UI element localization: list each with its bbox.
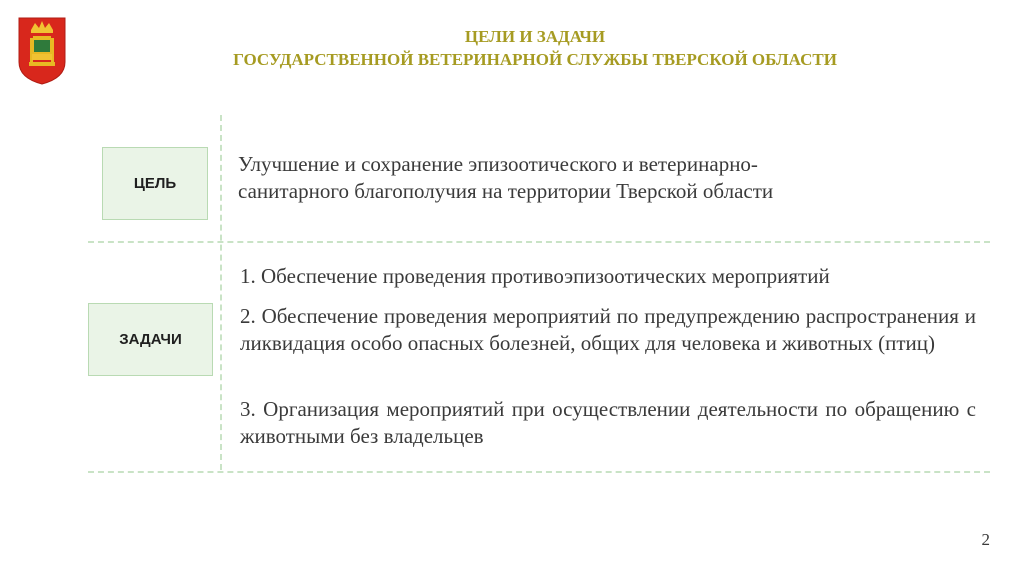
row-divider-bottom xyxy=(88,471,990,473)
tasks-label-box: ЗАДАЧИ xyxy=(88,303,213,376)
vertical-divider xyxy=(220,115,222,470)
tver-coat-of-arms-icon xyxy=(17,16,67,86)
goal-text-line1: Улучшение и сохранение эпизоотического и ветеринарно- xyxy=(238,152,758,176)
goal-text xyxy=(238,151,958,205)
goal-label-box: ЦЕЛЬ xyxy=(102,147,208,220)
task-item-3: 3. Организация мероприятий при осуществлении деятельности по обращению с животными без владельцев xyxy=(240,397,976,448)
task-item-1: 1. Обеспечение проведения противоэпизоотических мероприятий xyxy=(240,264,830,288)
goal-text-line2: санитарного благополучия на территории Тверской области xyxy=(238,179,774,203)
task-item-2: 2. Обеспечение проведения мероприятий по предупреждению распространения и ликвидация особо опасных болезней, общих для человека и животных (птиц) xyxy=(240,304,976,355)
page-title: ЦЕЛИ И ЗАДАЧИ xyxy=(464,27,606,46)
page-number: 2 xyxy=(981,530,990,549)
page-subtitle: ГОСУДАРСТВЕННОЙ ВЕТЕРИНАРНОЙ СЛУЖБЫ ТВЕРСКОЙ ОБЛАСТИ xyxy=(233,50,837,69)
row-divider-top xyxy=(88,241,990,243)
